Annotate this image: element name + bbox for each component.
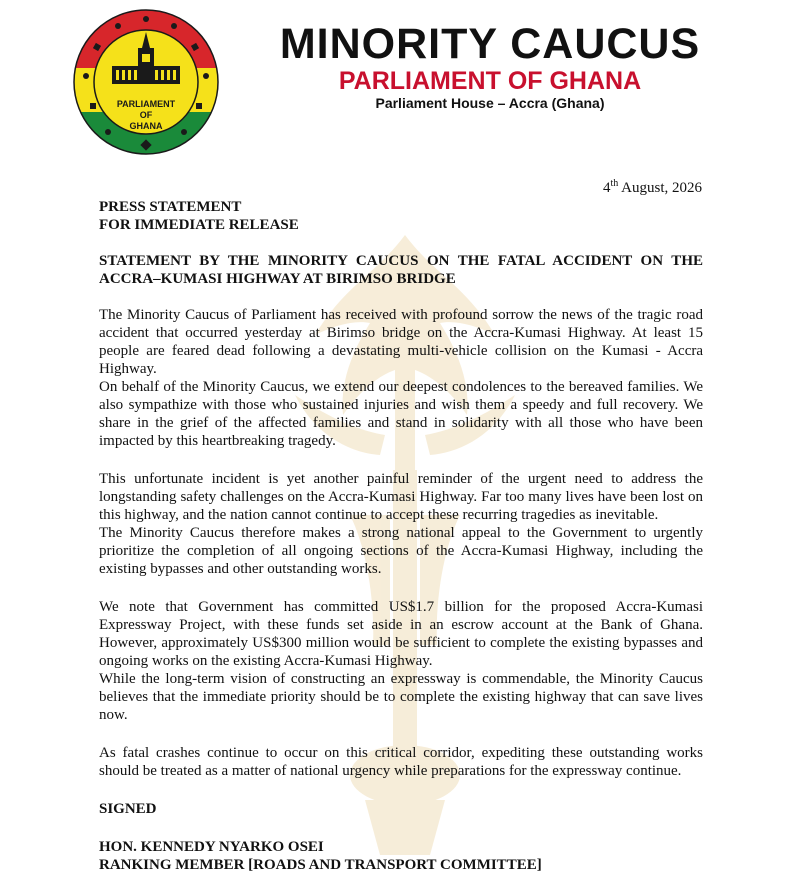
signatory-role: RANKING MEMBER [ROADS AND TRANSPORT COMMITTEE] [99,857,542,873]
paragraph: While the long-term vision of constructing an expressway is commendable, the Minority Caucus believes that the immediate priority should be to complete the existing highway that can save lives now. [99,671,703,723]
signatory-name: HON. KENNEDY NYARKO OSEI [99,839,324,855]
seal-text-line2: OF [139,110,153,120]
statement-title: STATEMENT BY THE MINORITY CAUCUS ON THE FATAL ACCIDENT ON THE ACCRA–KUMASI HIGHWAY AT BIRIMSO BRIDGE [99,253,703,287]
statement-date [603,178,702,197]
seal-text-line1: PARLIAMENT [116,99,176,109]
signed-label: SIGNED [99,801,157,817]
org-name-heading: MINORITY CAUCUS [279,20,701,68]
date-rest: August, 2026 [618,180,702,196]
parliament-seal-logo [72,8,220,156]
paragraph: As fatal crashes continue to occur on this critical corridor, expediting these outstanding works should be treated as a matter of national urgency while preparations for the expressway continue. [99,745,703,779]
statement-body [99,198,703,874]
immediate-release-label: FOR IMMEDIATE RELEASE [99,217,299,233]
date-day: 4 [602,180,611,196]
press-statement-label: PRESS STATEMENT [99,199,242,215]
paragraph: We note that Government has committed US$1.7 billion for the proposed Accra-Kumasi Expressway Project, with these funds set aside in an escrow account at the Bank of Ghana. However, approximately US$300 million would be sufficient to complete the existing bypasses and ongoing works on the existing Accra-Kumasi Highway. [99,599,703,669]
paragraph: The Minority Caucus of Parliament has received with profound sorrow the news of the tragic road accident that occurred yesterday at Birimso bridge on the Accra-Kumasi Highway. At least 15 people are feared dead following a devastating multi-vehicle collision on the Kumasi - Accra Highway. [99,307,703,377]
paragraph: This unfortunate incident is yet another painful reminder of the urgent need to address the longstanding safety challenges on the Accra-Kumasi Highway. Far too many lives have been lost on this highway, and the nation cannot continue to accept these recurring tragedies as inevitable. [99,471,703,523]
paragraph: On behalf of the Minority Caucus, we extend our deepest condolences to the bereaved families. We also sympathize with those who sustained injuries and wish them a speedy and full recovery. We share in the grief of the affected families and stand in solidarity with all those who have been impacted by this heartbreaking tragedy. [99,379,703,449]
org-subtitle: PARLIAMENT OF GHANA [338,67,642,95]
org-address: Parliament House – Accra (Ghana) [375,95,605,111]
paragraph: The Minority Caucus therefore makes a strong national appeal to the Government to urgently prioritize the completion of all ongoing sections of the Accra-Kumasi Highway, including the existing bypasses and other outstanding works. [99,525,703,577]
date-suffix: th [610,178,619,189]
seal-text-line3: GHANA [129,121,163,131]
